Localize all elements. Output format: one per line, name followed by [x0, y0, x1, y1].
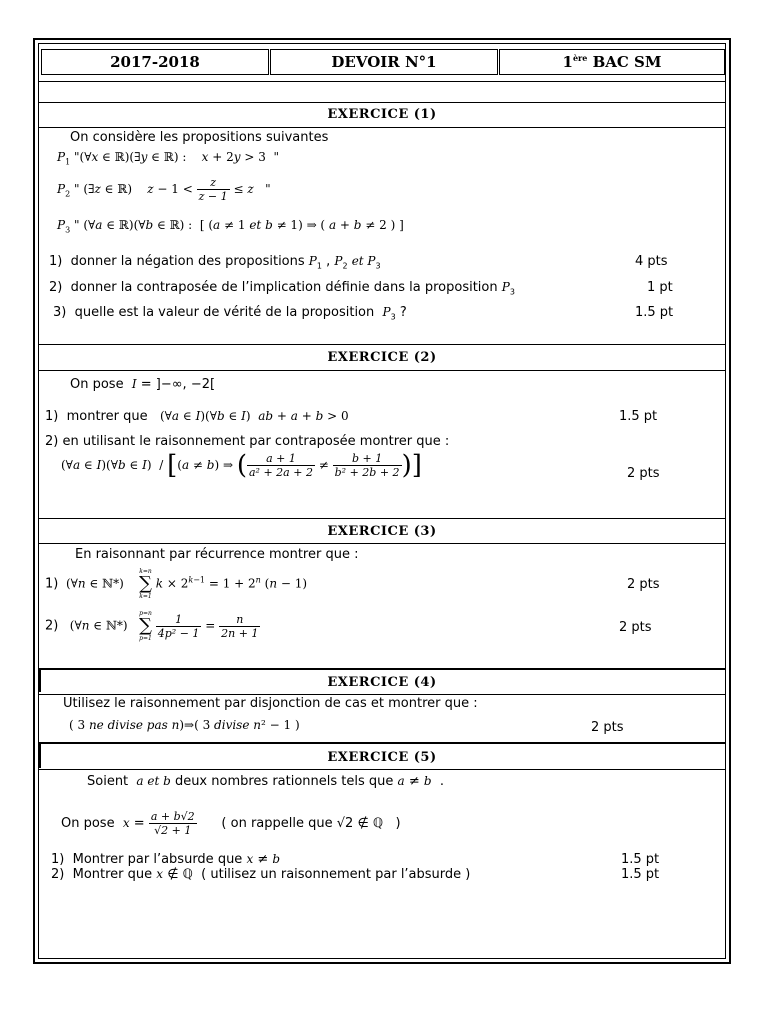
- ex1-proposition-p1: $P_1$ "(∀x ∈ ℝ)(∃y ∈ ℝ) : x + 2y > 3 ": [57, 150, 279, 167]
- ex4-points: 2 pts: [591, 720, 624, 735]
- divider: [39, 543, 725, 544]
- inner-frame: [38, 43, 726, 959]
- exercise-5-title: EXERCICE (5): [327, 750, 437, 765]
- ex2-q1-points: 1.5 pt: [619, 409, 658, 424]
- level-text: 1ère BAC SM: [562, 53, 662, 71]
- ex1-question-2: 2) donner la contraposée de l’implication définie dans la proposition $P_3$: [49, 280, 515, 297]
- divider: [39, 102, 725, 103]
- ex1-q1-points: 4 pts: [635, 254, 668, 269]
- ex1-intro: On considère les propositions suivantes: [70, 130, 329, 145]
- divider-thick: [39, 742, 725, 744]
- divider-thick: [39, 668, 725, 670]
- ex1-question-3: 3) quelle est la valeur de vérité de la proposition $P_3$ ?: [53, 305, 407, 322]
- ex1-q2-points: 1 pt: [647, 280, 673, 295]
- ex5-q2-points: 1.5 pt: [621, 867, 660, 882]
- ex2-intro: On pose I = ]−∞, −2[: [70, 377, 216, 392]
- ex5-question-2: 2) Montrer que x ∉ ℚ ( utilisez un raisonnement par l’absurde ): [51, 867, 471, 882]
- divider: [39, 81, 725, 82]
- ex2-q2-points: 2 pts: [627, 466, 660, 481]
- ex3-question-1: 1) (∀n ∈ ℕ*) k=n ∑ k=1 $k \times 2^{k-1} = 1 + 2^n$ (n − 1): [45, 568, 308, 600]
- ex3-q1-points: 2 pts: [627, 577, 660, 592]
- ex2-question-2: 2) en utilisant le raisonnement par contraposée montrer que :: [45, 434, 450, 449]
- header-level: [499, 49, 725, 75]
- exam-sheet: [33, 38, 731, 964]
- divider: [39, 518, 725, 519]
- exercise-2-title: EXERCICE (2): [327, 350, 437, 365]
- divider: [39, 370, 725, 371]
- divider: [39, 344, 725, 345]
- devoir-title: DEVOIR N°1: [331, 53, 437, 71]
- ex5-question-1: 1) Montrer par l’absurde que x ≠ b: [51, 852, 281, 867]
- sum-symbol: k=n ∑ k=1: [139, 568, 152, 600]
- ex3-q2-points: 2 pts: [619, 620, 652, 635]
- ex5-pose: On pose x = $\frac{a + b√2}{√2 + 1}$ ( on rappelle que √2 ∉ ℚ ): [61, 810, 401, 837]
- ex3-intro: En raisonnant par récurrence montrer que :: [75, 547, 359, 562]
- divider: [39, 769, 725, 770]
- divider: [39, 694, 725, 695]
- sum-symbol: p=n ∑ p=1: [139, 610, 152, 642]
- ex1-question-1: 1) donner la négation des propositions $P_1$ , $P_2$ et $P_3$: [49, 254, 381, 271]
- ex1-q3-points: 1.5 pt: [635, 305, 674, 320]
- ex1-proposition-p3: $P_3$ " (∀a ∈ ℝ)(∀b ∈ ℝ) : [ (a ≠ 1 et b ≠ 1) ⇒ ( a + b ≠ 2 ) ]: [57, 218, 404, 235]
- ex2-question-1: 1) montrer que (∀a ∈ I)(∀b ∈ I) ab + a + b > 0: [45, 409, 349, 424]
- ex5-intro: Soient a et b deux nombres rationnels tels que a ≠ b .: [87, 774, 444, 789]
- exercise-4-title: EXERCICE (4): [327, 675, 437, 690]
- ex3-question-2: 2) (∀n ∈ ℕ*) p=n ∑ p=1 $\frac{1}{\text{4p² − 1}}$ = $\frac{n}{2n + 1}$: [45, 610, 259, 642]
- ex4-formula: ( 3 ne divise pas n)⇒( 3 divise n² − 1 ): [69, 718, 300, 732]
- exercise-3-title: EXERCICE (3): [327, 524, 437, 539]
- exercise-1-title: EXERCICE (1): [327, 107, 437, 122]
- divider: [39, 127, 725, 128]
- header-title: [270, 49, 498, 75]
- year-text: 2017-2018: [110, 53, 200, 71]
- ex1-proposition-p2: $P_2$ " (∃z ∈ ℝ) z − 1 < $\frac{z}{z - 1}$ ≤ z ": [57, 176, 271, 203]
- ex5-q1-points: 1.5 pt: [621, 852, 660, 867]
- ex2-formula: (∀a ∈ I)(∀b ∈ I) / [(a ≠ b) ⇒ ( $\frac{a + 1}{\text{a² + 2a + 2}}$ ≠ $\frac{b + 1}{\text{b² + 2b + 2}}$ )]: [61, 450, 422, 481]
- header-year: [41, 49, 269, 75]
- ex4-intro: Utilisez le raisonnement par disjonction de cas et montrer que :: [63, 696, 478, 711]
